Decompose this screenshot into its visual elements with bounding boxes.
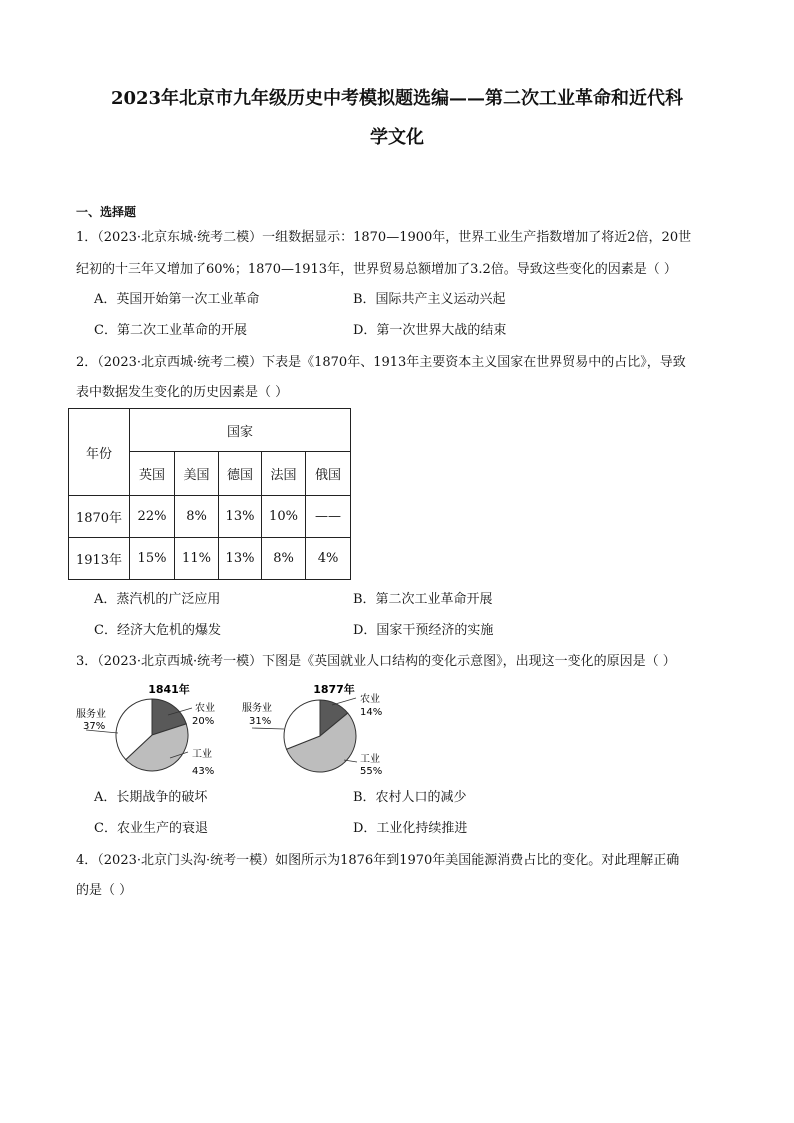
q1-option-a[interactable]: A．英国开始第一次工业革命 [94,292,260,307]
table-value-cell: —— [306,496,351,538]
q3-option-d[interactable]: D．工业化持续推进 [353,821,468,836]
q3-option-a[interactable]: A．长期战争的破坏 [94,790,208,805]
table-header-country: 国家 [130,409,351,452]
table-value-cell: 4% [306,538,351,580]
table-value-cell: 8% [175,496,219,538]
q2-option-c[interactable]: C．经济大危机的爆发 [94,623,221,638]
q4-stem-line1: 4．（2023·北京门头沟·统考一模）如图所示为1876年到1970年美国能源消费占比的变化。对此理解正确 [76,853,680,868]
table-value-cell: 13% [219,496,262,538]
table-country-cell: 法国 [262,452,306,496]
pie-label-agriculture-name: 农业 [195,703,215,714]
pie-slices [116,699,188,771]
employment-pie-1877 [238,680,558,780]
table-country-cell: 俄国 [306,452,351,496]
table-header-year: 年份 [69,409,130,496]
table-row [69,496,351,538]
q3-stem-line1: 3．（2023·北京西城·统考一模）下图是《英国就业人口结构的变化示意图》，出现这一变化的原因是（ ） [76,654,676,669]
document-title-line2: 学文化 [370,127,424,148]
q1-stem-line2: 纪初的十三年又增加了60%；1870—1913年，世界贸易总额增加了3.2倍。导致这些变化的因素是（ ） [76,262,677,277]
pie-label-service-name: 服务业 [76,709,106,720]
q3-option-c[interactable]: C．农业生产的衰退 [94,821,208,836]
q2-option-d[interactable]: D．国家干预经济的实施 [353,623,494,638]
q2-stem-line1: 2．（2023·北京西城·统考二模）下表是《1870年、1913年主要资本主义国家在世界贸易中的占比》，导致 [76,355,686,370]
q2-option-a[interactable]: A．蒸汽机的广泛应用 [94,592,221,607]
q2-option-b[interactable]: B．第二次工业革命开展 [353,592,493,607]
pie-leader-line [332,698,356,705]
table-country-cell: 德国 [219,452,262,496]
table-country-cell: 美国 [175,452,219,496]
pie-label-service-value: 37% [83,721,106,732]
q1-option-c[interactable]: C．第二次工业革命的开展 [94,323,247,338]
q4-stem-line2: 的是（ ） [76,883,133,898]
table-country-cell: 英国 [130,452,175,496]
pie-title: 1877年 [313,683,355,696]
pie-label-service-name: 服务业 [242,703,272,714]
table-year-cell: 1870年 [69,496,130,538]
table-value-cell: 11% [175,538,219,580]
q1-option-b[interactable]: B．国际共产主义运动兴起 [353,292,506,307]
table-value-cell: 13% [219,538,262,580]
q2-stem-line2: 表中数据发生变化的历史因素是（ ） [76,385,289,400]
table-value-cell: 10% [262,496,306,538]
q3-option-b[interactable]: B．农村人口的减少 [353,790,467,805]
pie-label-agriculture-value: 14% [360,707,383,718]
document-title-line1: 2023年北京市九年级历史中考模拟题选编——第二次工业革命和近代科 [110,88,684,109]
pie-label-service-value: 31% [249,716,272,727]
pie-label-industry-value: 55% [360,766,383,777]
trade-share-table [68,408,351,580]
section-heading: 一、选择题 [76,205,137,219]
table-row [69,538,351,580]
pie-slices [284,700,356,772]
table-value-cell: 22% [130,496,175,538]
pie-label-industry-name: 工业 [360,754,380,765]
q1-option-d[interactable]: D．第一次世界大战的结束 [353,323,507,338]
table-value-cell: 15% [130,538,175,580]
table-year-cell: 1913年 [69,538,130,580]
q1-stem-line1: 1．（2023·北京东城·统考二模）一组数据显示：1870—1900年，世界工业生产指数增加了将近2倍，20世 [76,230,692,245]
pie-label-agriculture-value: 20% [192,716,215,727]
table-value-cell: 8% [262,538,306,580]
pie-title: 1841年 [148,683,190,696]
pie-label-agriculture-name: 农业 [360,694,380,705]
pie-label-industry-name: 工业 [192,749,212,760]
pie-label-industry-value: 43% [192,766,215,777]
pie-leader-line [252,728,284,729]
